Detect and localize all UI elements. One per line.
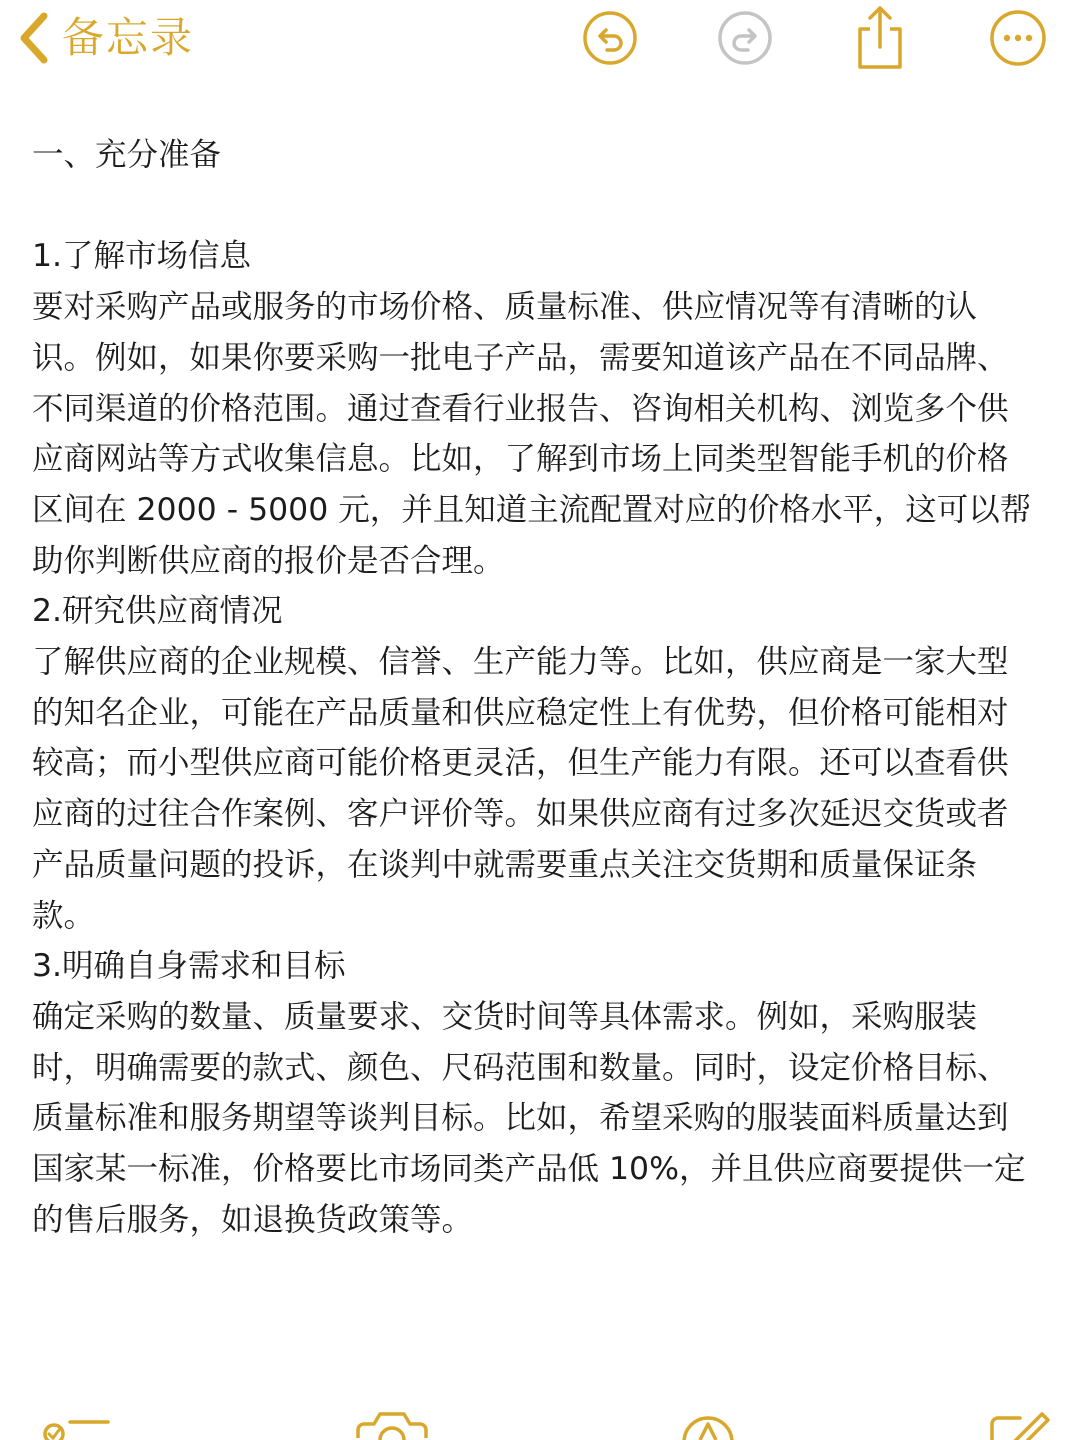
section-title: 1.了解市场信息: [32, 238, 252, 275]
bottom-toolbar: [0, 1400, 1080, 1440]
more-icon: [988, 8, 1048, 68]
note-body[interactable]: [32, 130, 1032, 1245]
back-button[interactable]: [14, 6, 194, 70]
more-button[interactable]: [988, 8, 1048, 68]
redo-icon: [716, 9, 774, 67]
section-title: 2.研究供应商情况: [32, 593, 283, 630]
section-body: 要对采购产品或服务的市场价格、质量标准、供应情况等有清晰的认识。例如，如果你要采购一批电子产品，需要知道该产品在不同品牌、不同渠道的价格范围。通过查看行业报告、咨询相关机构、浏览多个供应商网站等方式收集信息。比如，了解到市场上同类型智能手机的价格区间在 2000 - 5000 元，并且知道主流配置对应的价格水平，这可以帮助你判断供应商的报价是否合理。: [32, 289, 1032, 579]
back-label: 备忘录: [62, 13, 195, 62]
camera-icon: [352, 1408, 432, 1440]
checklist-button[interactable]: [30, 1408, 110, 1440]
section-body: 确定采购的数量、质量要求、交货时间等具体需求。例如，采购服装时，明确需要的款式、颜色、尺码范围和数量。同时，设定价格目标、质量标准和服务期望等谈判目标。比如，希望采购的服装面料质量达到国家某一标准，价格要比市场同类产品低 10%，并且供应商要提供一定的售后服务，如退换货政策等。: [32, 998, 1026, 1238]
camera-button[interactable]: [352, 1408, 432, 1440]
compose-icon: [980, 1408, 1060, 1440]
pen-tip-icon: [668, 1408, 748, 1440]
chevron-left-icon: [14, 8, 54, 68]
note-heading: 一、充分准备: [32, 137, 222, 173]
section-body: 了解供应商的企业规模、信誉、生产能力等。比如，供应商是一家大型的知名企业，可能在产品质量和供应稳定性上有优势，但价格可能相对较高；而小型供应商可能价格更灵活，但生产能力有限。还可以查看供应商的过往合作案例、客户评价等。如果供应商有过多次延迟交货或者产品质量问题的投诉，在谈判中就需要重点关注交货期和质量保证条款。: [32, 644, 1009, 934]
undo-button[interactable]: [580, 8, 640, 68]
share-icon: [850, 5, 910, 71]
section-title: 3.明确自身需求和目标: [32, 948, 346, 985]
share-button[interactable]: [850, 8, 910, 68]
redo-button[interactable]: [715, 8, 775, 68]
undo-icon: [581, 9, 639, 67]
blank-line: [32, 181, 1032, 232]
compose-button[interactable]: [980, 1408, 1060, 1440]
checklist-icon: [30, 1408, 110, 1440]
navigation-bar: [0, 0, 1080, 80]
markup-button[interactable]: [668, 1408, 748, 1440]
